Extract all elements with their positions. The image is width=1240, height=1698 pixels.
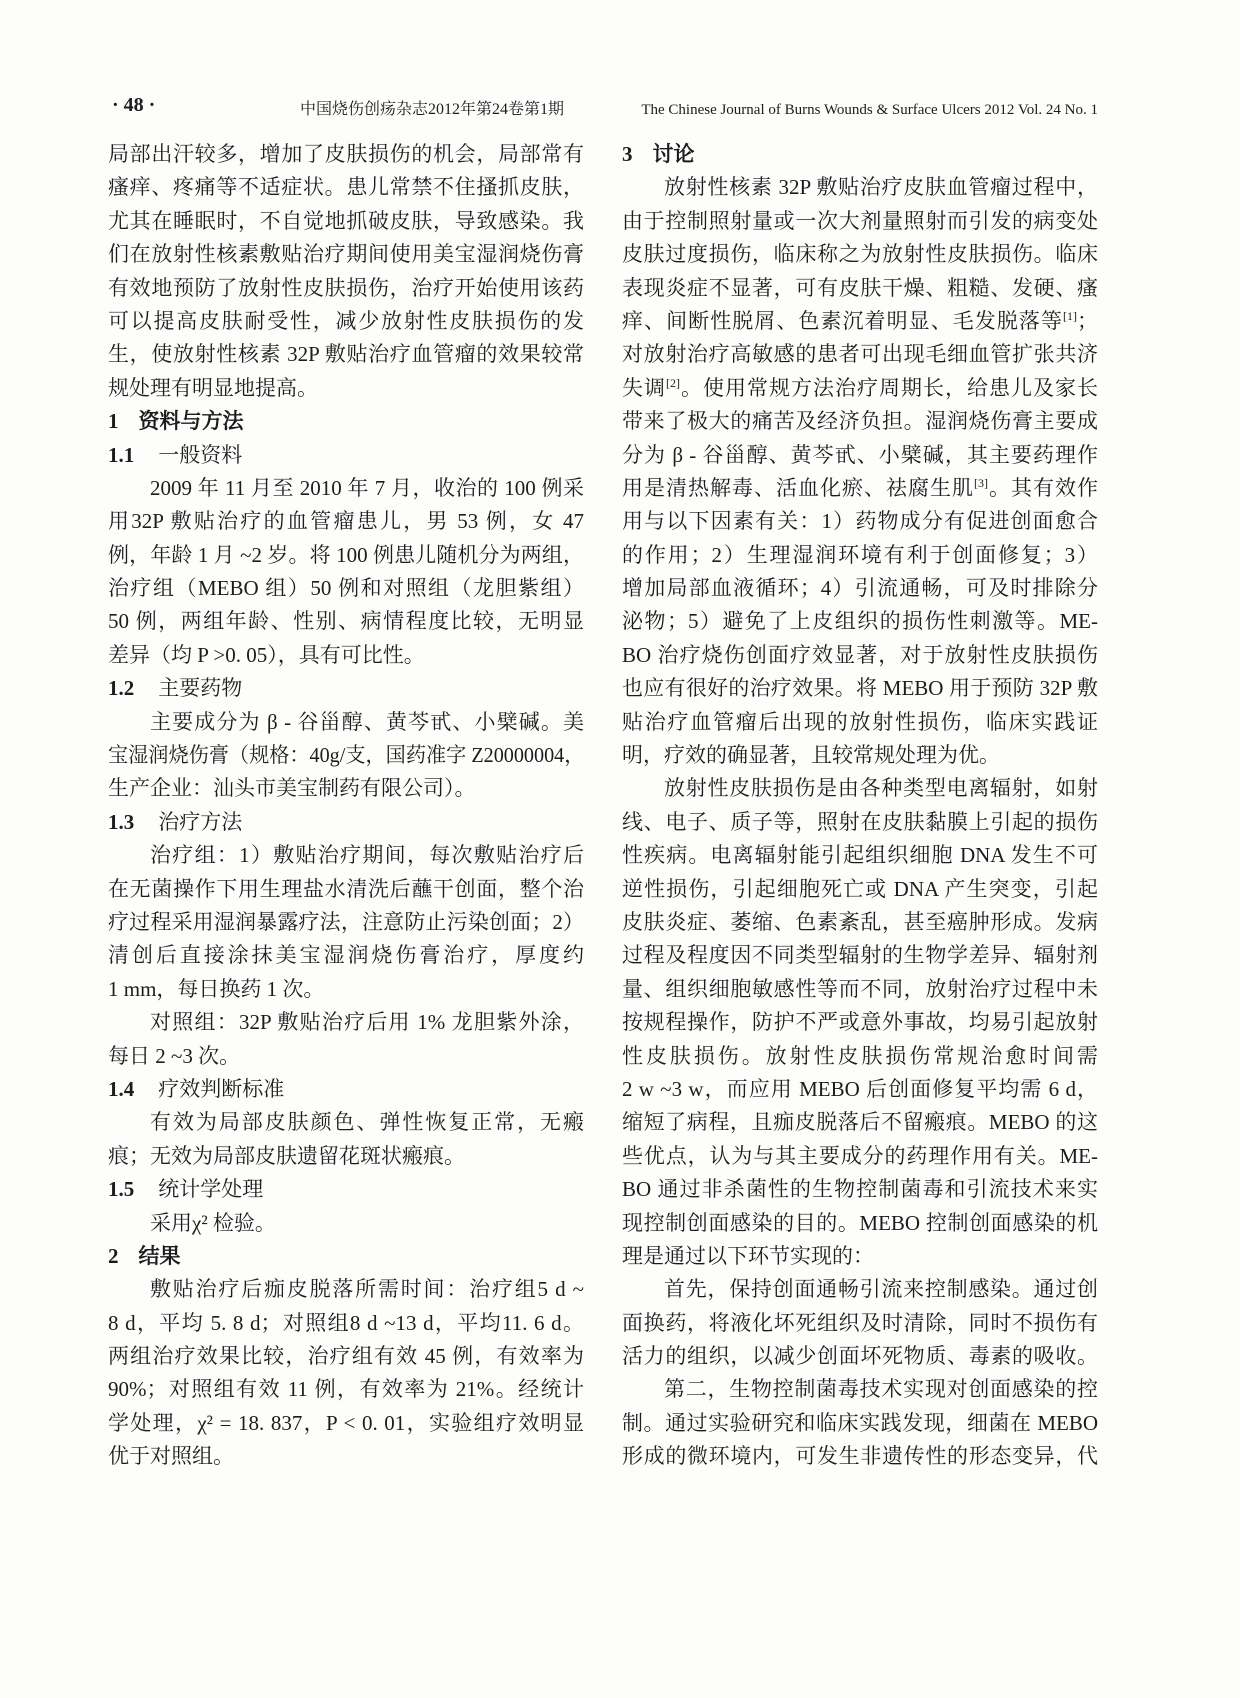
paragraph-line: 例，年龄 1 月 ~2 岁。将 100 例患儿随机分为两组，: [108, 542, 584, 567]
paragraph-line: 分为 β - 谷甾醇、黄芩甙、小檗碱，其主要药理作: [622, 442, 1098, 467]
paragraph-line: 有效为局部皮肤颜色、弹性恢复正常，无瘢: [150, 1110, 584, 1135]
paragraph-line: 活力的组织，以减少创面坏死物质、毒素的吸收。: [622, 1344, 1098, 1369]
citation-ref: [3]: [974, 475, 988, 490]
text-segment: ；: [1077, 308, 1098, 333]
paragraph-line: 2 w ~3 w，而应用 MEBO 后创面修复平均需 6 d，: [622, 1076, 1098, 1101]
paragraph-line: 痕；无效为局部皮肤遗留花斑状瘢痕。: [108, 1143, 465, 1168]
paragraph-line: 采用χ² 检验。: [150, 1210, 276, 1235]
paragraph-line: BO 通过非杀菌性的生物控制菌毒和引流技术来实: [622, 1177, 1098, 1202]
paragraph-line: 也应有很好的治疗效果。将 MEBO 用于预防 32P 敷: [622, 676, 1098, 701]
paragraph-line: 差异（均 P >0. 05），具有可比性。: [108, 642, 425, 667]
subsection-heading: [108, 1073, 584, 1106]
paragraph-line: 过程及程度因不同类型辐射的生物学差异、辐射剂: [622, 943, 1098, 968]
section-heading: [108, 1240, 584, 1273]
paragraph-line: 有效地预防了放射性皮肤损伤，治疗开始使用该药: [108, 275, 584, 300]
paragraph-line: 线、电子、质子等，照射在皮肤黏膜上引起的损伤: [622, 809, 1098, 834]
text-segment: 用是清热解毒、活血化瘀、祛腐生肌: [622, 475, 974, 500]
paragraph-line: 增加局部血液循环；4）引流通畅，可及时排除分: [622, 576, 1098, 601]
subsection-heading: [108, 1173, 584, 1206]
paragraph-line: 两组治疗效果比较，治疗组有效 45 例，有效率为: [108, 1344, 584, 1369]
paragraph-line: 明，疗效的确显著，且较常规处理为优。: [622, 743, 1000, 768]
subsection-number: 1.1: [108, 442, 135, 467]
subsection-title: 一般资料: [158, 442, 243, 467]
subsection-title: 疗效判断标准: [158, 1076, 285, 1101]
running-header: [300, 96, 1098, 119]
paragraph-line: 对照组：32P 敷贴治疗后用 1% 龙胆紫外涂，: [150, 1010, 584, 1035]
subsection-title: 治疗方法: [158, 809, 243, 834]
paragraph-line: 形成的微环境内，可发生非遗传性的形态变异，代: [622, 1444, 1098, 1469]
subsection-heading: [108, 439, 584, 472]
paragraph-line: 些优点，认为与其主要成分的药理作用有关。ME-: [622, 1143, 1098, 1168]
subsection-title: 统计学处理: [158, 1177, 264, 1202]
journal-title-cn: 中国烧伤创疡杂志2012年第24卷第1期: [300, 101, 565, 118]
paragraph-line: 尤其在睡眠时，不自觉地抓破皮肤，导致感染。我: [108, 208, 584, 233]
section-heading: [622, 138, 1098, 171]
paragraph-line: 敷贴治疗后痂皮脱落所需时间：治疗组5 d ~: [150, 1277, 584, 1302]
paragraph-line: 生产企业：汕头市美宝制药有限公司）。: [108, 776, 476, 801]
section-title: 讨论: [652, 142, 695, 166]
section-title: 资料与方法: [138, 409, 244, 434]
paragraph-line: 生，使放射性核素 32P 敷贴治疗血管瘤的效果较常: [108, 342, 584, 367]
paragraph-line: 的作用；2）生理湿润环境有利于创面修复；3）: [622, 542, 1098, 567]
text-segment: 失调: [622, 375, 666, 400]
paragraph-line: 瘙痒、疼痛等不适症状。患儿常禁不住搔抓皮肤，: [108, 175, 584, 200]
paragraph-line: 带来了极大的痛苦及经济负担。湿润烧伤膏主要成: [622, 409, 1098, 434]
subsection-heading: [108, 672, 584, 705]
paragraph-line: 按规程操作，防护不严或意外事故，均易引起放射: [622, 1010, 1098, 1035]
text-segment: 。其有效作: [988, 475, 1098, 500]
paragraph-line: 规处理有明显地提高。: [108, 375, 318, 400]
paragraph-line: 治疗组（MEBO 组）50 例和对照组（龙胆紫组）: [108, 576, 584, 601]
paragraph-line: 2009 年 11 月至 2010 年 7 月，收治的 100 例采: [150, 475, 584, 500]
paragraph-line: 皮肤过度损伤，临床称之为放射性皮肤损伤。临床: [622, 242, 1098, 267]
section-number: 3: [622, 142, 633, 166]
text-segment: 。使用常规方法治疗周期长，给患儿及家长: [680, 375, 1098, 400]
journal-title-en: The Chinese Journal of Burns Wounds & Surface Ulcers 2012 Vol. 24 No. 1: [641, 102, 1098, 118]
subsection-number: 1.4: [108, 1076, 135, 1101]
paragraph-line: 泌物；5）避免了上皮组织的损伤性刺激等。ME-: [622, 609, 1098, 634]
subsection-number: 1.3: [108, 809, 135, 834]
subsection-number: 1.5: [108, 1177, 135, 1202]
paragraph-line: 8 d，平均 5. 8 d；对照组8 d ~13 d，平均11. 6 d。: [108, 1310, 584, 1335]
section-number: 1: [108, 409, 119, 434]
paragraph-line: 放射性皮肤损伤是由各种类型电离辐射，如射: [664, 776, 1098, 801]
paragraph-line: [622, 372, 1098, 405]
paragraph-line: 90%；对照组有效 11 例，有效率为 21%。经统计: [108, 1377, 584, 1402]
paragraph-line: 理是通过以下环节实现的：: [622, 1243, 874, 1268]
paragraph-line: 表现炎症不显著，可有皮肤干燥、粗糙、发硬、瘙: [622, 275, 1098, 300]
paragraph-line: 用32P 敷贴治疗的血管瘤患儿，男 53 例，女 47: [108, 509, 584, 534]
left-column: [108, 138, 584, 1474]
paragraph-line: 可以提高皮肤耐受性，减少放射性皮肤损伤的发: [108, 308, 584, 333]
right-column: [622, 138, 1098, 1474]
paragraph-line: 缩短了病程，且痂皮脱落后不留瘢痕。MEBO 的这: [622, 1110, 1098, 1135]
paragraph-line: 对放射治疗高敏感的患者可出现毛细血管扩张共济: [622, 342, 1098, 367]
paragraph-line: 逆性损伤，引起细胞死亡或 DNA 产生突变，引起: [622, 876, 1098, 901]
paragraph-line: 局部出汗较多，增加了皮肤损伤的机会，局部常有: [108, 142, 584, 166]
paragraph-line: [622, 472, 1098, 505]
paragraph-line: 皮肤炎症、萎缩、色素紊乱，甚至癌肿形成。发病: [622, 909, 1098, 934]
paragraph-line: 现控制创面感染的目的。MEBO 控制创面感染的机: [622, 1210, 1098, 1235]
paragraph-line: BO 治疗烧伤创面疗效显著，对于放射性皮肤损伤: [622, 642, 1098, 667]
subsection-heading: [108, 806, 584, 839]
paragraph-line: 由于控制照射量或一次大剂量照射而引发的病变处: [622, 208, 1098, 233]
paragraph-line: 首先，保持创面通畅引流来控制感染。通过创: [664, 1277, 1098, 1302]
paragraph-line: 贴治疗血管瘤后出现的放射性损伤，临床实践证: [622, 709, 1098, 734]
citation-ref: [1]: [1063, 308, 1077, 323]
paragraph-line: 1 mm，每日换药 1 次。: [108, 976, 325, 1001]
paragraph-line: 每日 2 ~3 次。: [108, 1043, 241, 1068]
paragraph-line: 宝湿润烧伤膏（规格：40g/支，国药准字 Z20000004，: [108, 743, 585, 768]
subsection-number: 1.2: [108, 676, 135, 701]
paragraph-line: 优于对照组。: [108, 1444, 234, 1469]
citation-ref: [2]: [666, 375, 680, 390]
subsection-title: 主要药物: [158, 676, 243, 701]
paragraph-line: 学处理，χ² = 18. 837，P < 0. 01，实验组疗效明显: [108, 1410, 584, 1435]
paragraph-line: 放射性核素 32P 敷贴治疗皮肤血管瘤过程中，: [664, 175, 1098, 200]
paragraph-line: 主要成分为 β - 谷甾醇、黄芩甙、小檗碱。美: [150, 709, 584, 734]
paragraph-line: 制。通过实验研究和临床实践发现，细菌在 MEBO: [622, 1410, 1098, 1435]
section-title: 结果: [138, 1243, 181, 1268]
paragraph-line: 性皮肤损伤。放射性皮肤损伤常规治愈时间需: [622, 1043, 1098, 1068]
section-number: 2: [108, 1243, 119, 1268]
paragraph-line: 面换药，将液化坏死组织及时清除，同时不损伤有: [622, 1310, 1098, 1335]
paragraph-line: 第二，生物控制菌毒技术实现对创面感染的控: [664, 1377, 1098, 1402]
page-number: · 48 ·: [112, 94, 156, 116]
paragraph-line: 治疗组：1）敷贴治疗期间，每次敷贴治疗后: [150, 843, 584, 868]
paragraph-line: 用与以下因素有关：1）药物成分有促进创面愈合: [622, 509, 1098, 534]
paragraph-line: 在无菌操作下用生理盐水清洗后蘸干创面，整个治: [108, 876, 584, 901]
paragraph-line: 们在放射性核素敷贴治疗期间使用美宝湿润烧伤膏: [108, 242, 584, 267]
paragraph-line: 50 例，两组年龄、性别、病情程度比较，无明显: [108, 609, 584, 634]
paragraph-line: 清创后直接涂抹美宝湿润烧伤膏治疗，厚度约: [108, 943, 584, 968]
text-segment: 痒、间断性脱屑、色素沉着明显、毛发脱落等: [622, 308, 1063, 333]
paragraph-line: [622, 305, 1098, 338]
paragraph-line: 量、组织细胞敏感性等而不同，放射治疗过程中未: [622, 976, 1098, 1001]
section-heading: [108, 405, 584, 438]
paragraph-line: 疗过程采用湿润暴露疗法，注意防止污染创面；2）: [108, 909, 584, 934]
paragraph-line: 性疾病。电离辐射能引起组织细胞 DNA 发生不可: [622, 843, 1098, 868]
